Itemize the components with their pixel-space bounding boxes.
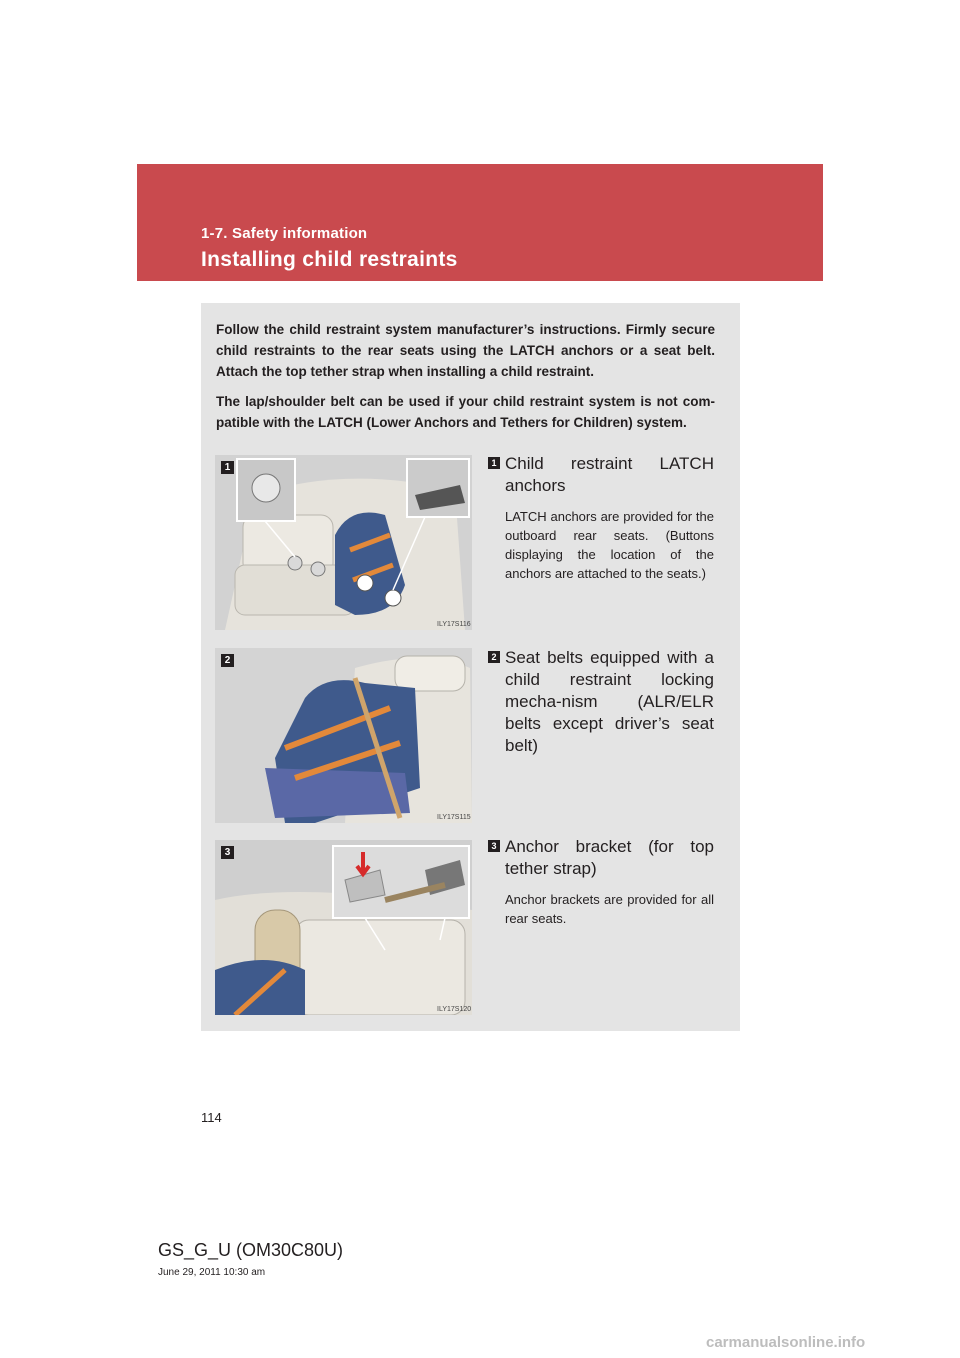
item-title: Seat belts equipped with a child restraint locking mecha-nism (ALR/ELR belts except driver’s seat belt) [505,648,714,755]
latch-anchor-illustration [215,455,472,630]
document-id: GS_G_U (OM30C80U) [158,1240,344,1260]
item-anchor-bracket [488,836,714,928]
figure-seat-belt [215,648,472,823]
intro-paragraph-2: The lap/shoulder belt can be used if your child restraint system is not com-patible with the LATCH (Lower Anchors and Tethers for Children) system. [216,394,715,430]
watermark: carmanualsonline.info [706,1334,866,1351]
figure-number-badge: 3 [221,846,234,859]
document-date: June 29, 2011 10:30 am [158,1267,266,1278]
section-header [137,164,823,281]
figure-anchor-bracket [215,840,472,1015]
item-description: Anchor brackets are provided for all rear seats. [505,892,714,926]
content-panel [201,303,740,1031]
figure-latch-anchors [215,455,472,630]
item-title: Child restraint LATCH anchors [505,454,714,495]
item-number-badge: 1 [488,457,500,469]
seat-belt-illustration [215,648,472,823]
figure-code: ILY17S115 [437,814,471,821]
figure-number-badge: 2 [221,654,234,667]
item-number-badge: 3 [488,840,500,852]
intro-paragraph-1: Follow the child restraint system manufacturer’s instructions. Firmly secure child restraints to the rear seats using the LATCH anchors or a seat belt. Attach the top tether strap when installing a child restraint. [216,322,715,379]
anchor-bracket-illustration [215,840,472,1015]
page-title: Installing child restraints [201,248,458,271]
section-label: 1-7. Safety information [201,225,368,242]
item-title: Anchor bracket (for top tether strap) [505,837,714,878]
item-seat-belts [488,647,714,757]
page-number: 114 [201,1110,222,1125]
item-number-badge: 2 [488,651,500,663]
figure-code: ILY17S120 [437,1006,472,1013]
item-description: LATCH anchors are provided for the outboard rear seats. (Buttons displaying the location of the anchors are attached to the seats.) [505,509,714,581]
item-latch-anchors [488,453,714,583]
figure-number-badge: 1 [221,461,234,474]
figure-code: ILY17S116 [437,621,471,628]
intro-text [216,319,715,442]
